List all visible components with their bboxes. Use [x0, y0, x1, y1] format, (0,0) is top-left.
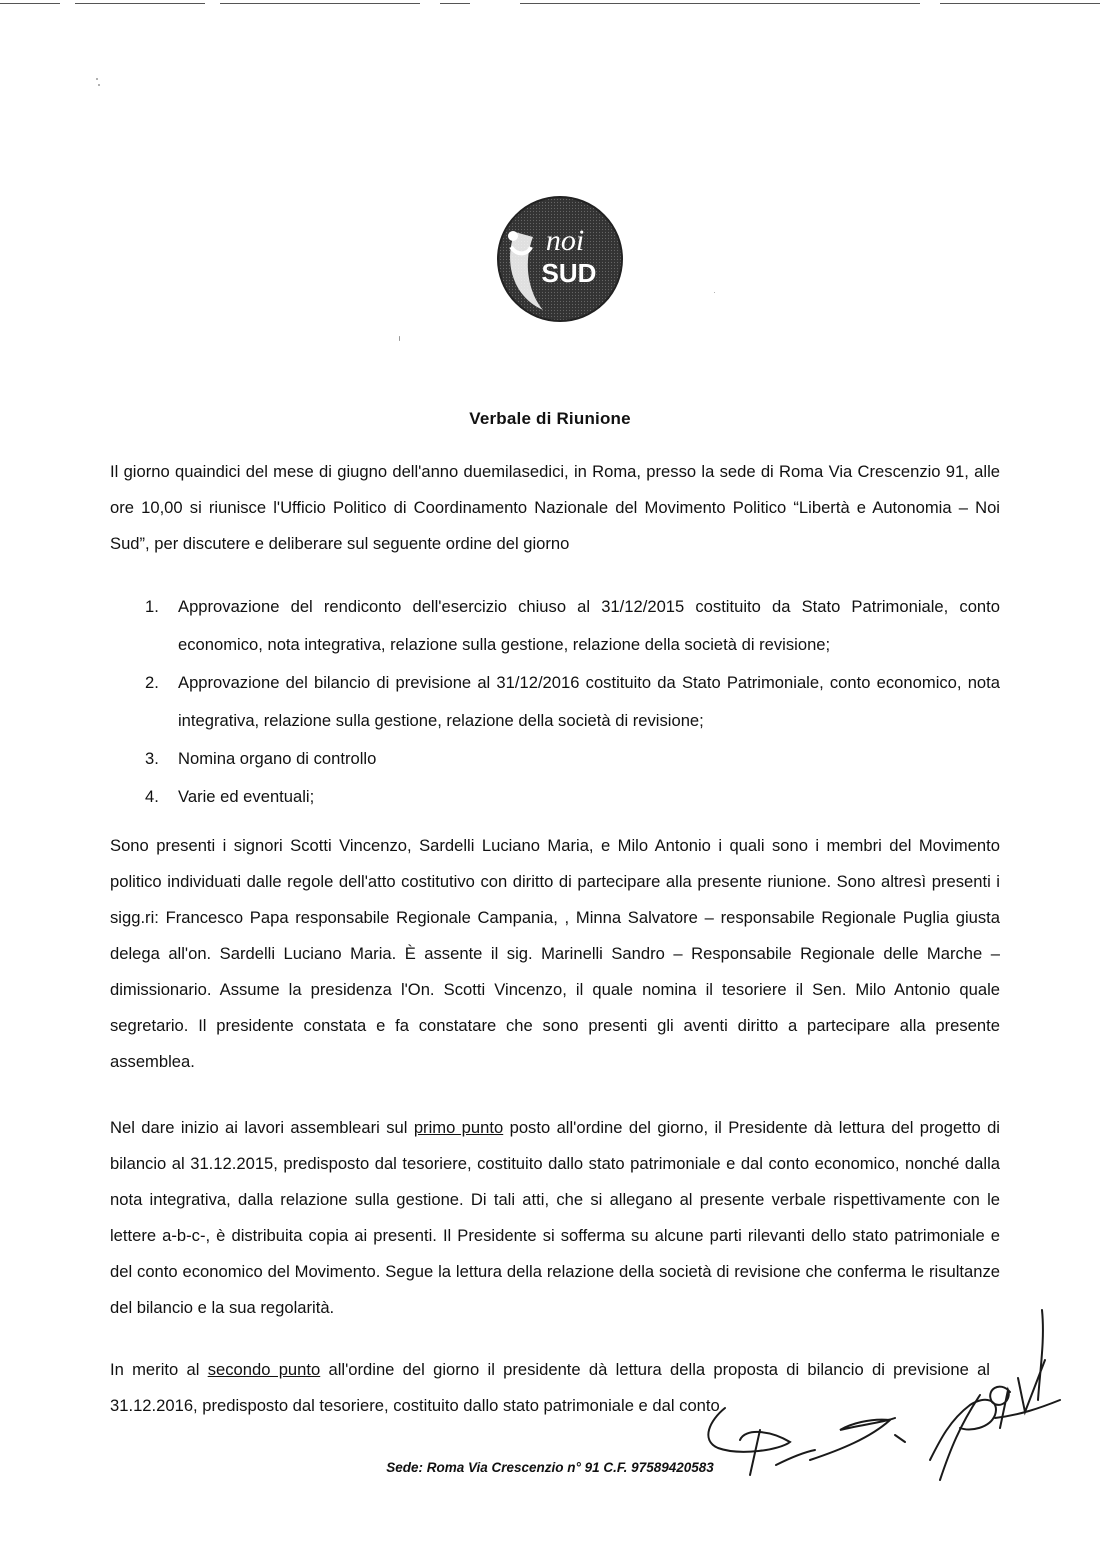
agenda-item-number: 4. — [145, 787, 159, 806]
first-point-label: primo punto — [413, 1118, 504, 1137]
second-point-text-rest: all'ordine del giorno il presidente dà lettura della proposta di bilancio di previsione al 31.12.2016, predisposto dal tesoriere, costituito dallo stato patrimoniale e dal conto — [110, 1360, 990, 1415]
svg-text:SUD: SUD — [541, 258, 597, 288]
scan-speck — [399, 336, 400, 341]
scan-speck — [96, 78, 98, 80]
document-title: Verbale di Riunione — [469, 409, 631, 428]
attendees-paragraph: Sono presenti i signori Scotti Vincenzo, Sardelli Luciano Maria, e Milo Antonio i quali sono i membri del Movimento politico individuati dalle regole dell'atto costitutivo con diritto di partecipare alla presente riunione. Sono altresì presenti i sigg.ri: Francesco Papa responsabile Regionale Campania, , Minna Salvatore – responsabile Regionale Puglia giusta delega all'on. Sardelli Luciano Maria. È assente il sig. Marinelli Sandro – Responsabile Regionale delle Marche – dimissionario. Assume la presidenza l'On. Scotti Vincenzo, il quale nomina il tesoriere il Sen. Milo Antonio quale segretario. Il presidente constata e fa constatare che sono presenti gli aventi diritto a partecipare alla presente assemblea. — [110, 836, 1000, 1071]
first-point-text-rest: posto all'ordine del giorno, il Presidente dà lettura del progetto di bilancio al 31.12.2015, predisposto dal tesoriere, costituito dallo stato patrimoniale e dal conto economico, nonché dalla nota integrativa, dalla relazione sulla gestione. Di tali atti, che si allegano al presente verbale rispettivamente con le lettere a-b-c-, è distribuita copia ai presenti. Il Presidente si sofferma su alcune parti rilevanti dello stato patrimoniale e del conto economico del Movimento. Segue la lettura della relazione della società di revisione che conferma le risultanze del bilancio e la sua regolarità. — [110, 1118, 1000, 1317]
intro-paragraph: Il giorno quaindici del mese di giugno dell'anno duemilasedici, in Roma, presso la sede di Roma Via Crescenzio 91, alle ore 10,00 si riunisce l'Ufficio Politico di Coordinamento Nazionale del Movimento Politico “Libertà e Autonomia – Noi Sud”, per discutere e deliberare sul seguente ordine del giorno — [110, 462, 1000, 553]
first-point-text-start: Nel dare inizio ai lavori assembleari sul — [110, 1118, 414, 1137]
second-point-text-start: In merito al — [110, 1360, 208, 1379]
first-point-paragraph — [110, 1110, 1000, 1326]
scan-top-edge — [0, 0, 1100, 6]
agenda-item — [145, 740, 1000, 778]
agenda-item-text: Varie ed eventuali; — [178, 787, 315, 806]
scan-speck — [714, 292, 715, 293]
svg-text:noi: noi — [545, 224, 585, 257]
handwritten-signatures — [640, 1300, 1080, 1500]
footer-address: Sede: Roma Via Crescenzio n° 91 C.F. 97589420583 — [386, 1460, 714, 1475]
agenda-list — [145, 588, 1000, 816]
scan-speck — [98, 84, 100, 86]
noi-sud-logo-icon — [493, 192, 627, 326]
agenda-item-text: Approvazione del bilancio di previsione al 31/12/2016 costituito da Stato Patrimoniale, conto economico, nota integrativa, relazione sulla gestione, relazione della società di revisione; — [178, 673, 1000, 730]
agenda-item-number: 2. — [145, 673, 159, 692]
agenda-item-number: 1. — [145, 597, 159, 616]
agenda-item — [145, 778, 1000, 816]
agenda-item — [145, 588, 1000, 664]
agenda-item-text: Nomina organo di controllo — [178, 749, 377, 768]
second-point-label: secondo punto — [207, 1360, 321, 1379]
agenda-item — [145, 664, 1000, 740]
agenda-item-text: Approvazione del rendiconto dell'esercizio chiuso al 31/12/2015 costituito da Stato Patrimoniale, conto economico, nota integrativa, relazione sulla gestione, relazione della società di revisione; — [178, 597, 1000, 654]
agenda-item-number: 3. — [145, 749, 159, 768]
